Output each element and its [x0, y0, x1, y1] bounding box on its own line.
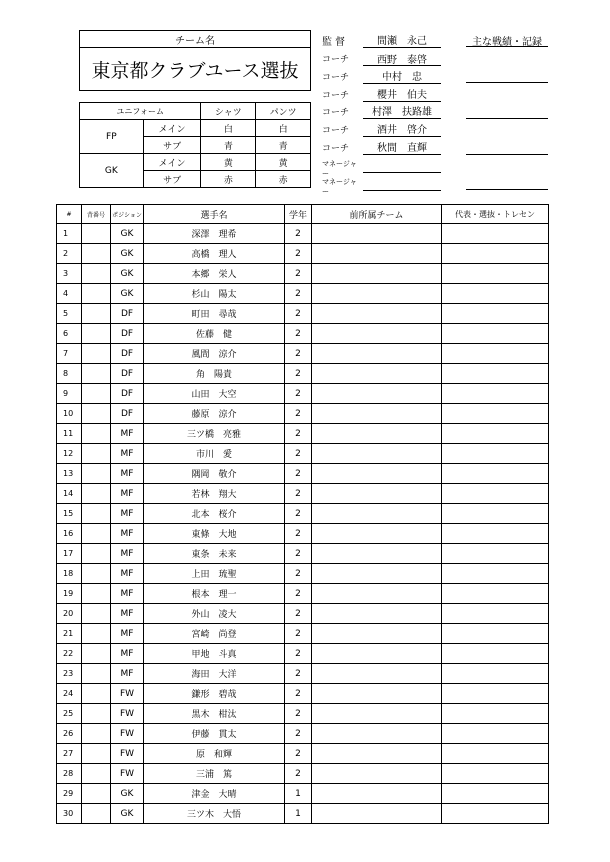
grade: 2 — [285, 704, 312, 724]
player-name: 隅岡 敬介 — [144, 464, 285, 484]
representative — [442, 484, 549, 504]
player-index: 9 — [57, 384, 82, 404]
previous-team — [312, 604, 442, 624]
shirt-number — [82, 304, 111, 324]
player-index: 10 — [57, 404, 82, 424]
roster-header-row — [57, 205, 549, 224]
representative — [442, 604, 549, 624]
representative — [442, 344, 549, 364]
col-position: ポジション — [111, 205, 144, 224]
representative — [442, 444, 549, 464]
table-row — [57, 644, 549, 664]
uniform-group-gk: GK — [80, 154, 144, 188]
player-name: 町田 尋哉 — [144, 304, 285, 324]
col-shirt-number: 背番号 — [82, 205, 111, 224]
uniform-table — [79, 102, 311, 188]
table-row — [57, 344, 549, 364]
table-row — [57, 384, 549, 404]
player-name: 根本 理一 — [144, 584, 285, 604]
shirt-color: 白 — [201, 120, 256, 137]
table-row — [57, 364, 549, 384]
shirt-number — [82, 584, 111, 604]
shirt-number — [82, 384, 111, 404]
grade: 2 — [285, 484, 312, 504]
previous-team — [312, 344, 442, 364]
representative — [442, 784, 549, 804]
table-row — [57, 484, 549, 504]
grade: 2 — [285, 444, 312, 464]
position: GK — [111, 244, 144, 264]
player-name: 三浦 篤 — [144, 764, 285, 784]
position: DF — [111, 364, 144, 384]
player-name: 市川 愛 — [144, 444, 285, 464]
player-index: 20 — [57, 604, 82, 624]
position: FW — [111, 764, 144, 784]
shirt-number — [82, 604, 111, 624]
shirt-number — [82, 524, 111, 544]
pants-color: 青 — [256, 137, 311, 154]
roster-body — [57, 224, 549, 824]
player-index: 25 — [57, 704, 82, 724]
player-index: 19 — [57, 584, 82, 604]
position: GK — [111, 784, 144, 804]
table-row — [57, 604, 549, 624]
shirt-number — [82, 564, 111, 584]
player-name: 海田 大洋 — [144, 664, 285, 684]
grade: 2 — [285, 404, 312, 424]
shirt-number — [82, 264, 111, 284]
representative — [442, 624, 549, 644]
player-name: 黒木 柑汰 — [144, 704, 285, 724]
previous-team — [312, 444, 442, 464]
pants-color: 白 — [256, 120, 311, 137]
position: MF — [111, 664, 144, 684]
player-name: 山田 大空 — [144, 384, 285, 404]
team-name: 東京都クラブユース選抜 — [80, 48, 311, 91]
shirt-number — [82, 484, 111, 504]
representative — [442, 704, 549, 724]
position: DF — [111, 404, 144, 424]
grade: 1 — [285, 804, 312, 824]
table-row — [57, 664, 549, 684]
representative — [442, 684, 549, 704]
grade: 2 — [285, 664, 312, 684]
uniform-type: サブ — [143, 137, 201, 154]
representative — [442, 264, 549, 284]
player-index: 14 — [57, 484, 82, 504]
team-name-box — [79, 30, 311, 91]
grade: 2 — [285, 684, 312, 704]
previous-team — [312, 744, 442, 764]
position: MF — [111, 464, 144, 484]
previous-team — [312, 624, 442, 644]
representative — [442, 744, 549, 764]
player-name: 深澤 理希 — [144, 224, 285, 244]
shirt-number — [82, 344, 111, 364]
representative — [442, 504, 549, 524]
staff-role: コーチ — [322, 73, 350, 83]
uniform-group-fp: FP — [80, 120, 144, 154]
player-index: 26 — [57, 724, 82, 744]
record-label: 主な戦績・記録 — [472, 37, 542, 48]
shirt-header: シャツ — [201, 103, 256, 120]
player-index: 4 — [57, 284, 82, 304]
table-row — [57, 244, 549, 264]
record-line — [466, 82, 548, 83]
position: GK — [111, 264, 144, 284]
staff-role: コーチ — [322, 55, 350, 65]
shirt-number — [82, 544, 111, 564]
position: MF — [111, 524, 144, 544]
position: GK — [111, 224, 144, 244]
representative — [442, 404, 549, 424]
staff-role: コーチ — [322, 144, 350, 154]
player-name: 伊藤 貫太 — [144, 724, 285, 744]
position: DF — [111, 324, 144, 344]
representative — [442, 544, 549, 564]
shirt-color: 黄 — [201, 154, 256, 171]
representative — [442, 244, 549, 264]
previous-team — [312, 524, 442, 544]
team-name-label: チーム名 — [80, 31, 311, 48]
player-name: 津金 大晴 — [144, 784, 285, 804]
previous-team — [312, 504, 442, 524]
grade: 2 — [285, 764, 312, 784]
grade: 2 — [285, 224, 312, 244]
grade: 2 — [285, 464, 312, 484]
uniform-header: ユニフォーム — [80, 103, 201, 120]
representative — [442, 564, 549, 584]
player-index: 17 — [57, 544, 82, 564]
table-row — [57, 424, 549, 444]
position: FW — [111, 684, 144, 704]
position: DF — [111, 344, 144, 364]
player-name: 宮崎 尚登 — [144, 624, 285, 644]
player-index: 18 — [57, 564, 82, 584]
position: MF — [111, 624, 144, 644]
previous-team — [312, 544, 442, 564]
table-row — [57, 804, 549, 824]
staff-role: コーチ — [322, 126, 350, 136]
table-row — [57, 464, 549, 484]
staff-name: 酒井 啓介 — [363, 121, 441, 137]
col-player-name: 選手名 — [144, 205, 285, 224]
previous-team — [312, 764, 442, 784]
grade: 2 — [285, 284, 312, 304]
previous-team — [312, 224, 442, 244]
player-index: 22 — [57, 644, 82, 664]
table-row — [57, 744, 549, 764]
staff-name: 村澤 扶路雄 — [363, 103, 441, 119]
staff-role-manager: 監督 — [322, 37, 348, 48]
grade: 2 — [285, 504, 312, 524]
table-row — [57, 584, 549, 604]
player-name: 鎌形 碧哉 — [144, 684, 285, 704]
representative — [442, 364, 549, 384]
player-name: 外山 凌大 — [144, 604, 285, 624]
staff-name: 間瀬 永己 — [363, 32, 441, 48]
position: MF — [111, 644, 144, 664]
position: MF — [111, 424, 144, 444]
staff-role: コーチ — [322, 108, 350, 118]
table-row — [57, 704, 549, 724]
previous-team — [312, 664, 442, 684]
player-index: 2 — [57, 244, 82, 264]
table-row — [57, 564, 549, 584]
previous-team — [312, 324, 442, 344]
previous-team — [312, 424, 442, 444]
player-index: 6 — [57, 324, 82, 344]
player-name: 東條 大地 — [144, 524, 285, 544]
table-row — [57, 504, 549, 524]
player-name: 杉山 陽太 — [144, 284, 285, 304]
representative — [442, 664, 549, 684]
position: FW — [111, 744, 144, 764]
col-index: # — [57, 205, 82, 224]
table-row — [57, 624, 549, 644]
representative — [442, 284, 549, 304]
table-row — [57, 764, 549, 784]
previous-team — [312, 724, 442, 744]
position: DF — [111, 304, 144, 324]
grade: 2 — [285, 604, 312, 624]
position: MF — [111, 584, 144, 604]
position: MF — [111, 504, 144, 524]
representative — [442, 304, 549, 324]
grade: 2 — [285, 624, 312, 644]
position: DF — [111, 384, 144, 404]
previous-team — [312, 264, 442, 284]
player-name: 本郷 栄人 — [144, 264, 285, 284]
player-name: 高橋 理人 — [144, 244, 285, 264]
representative — [442, 424, 549, 444]
grade: 2 — [285, 744, 312, 764]
staff-role: マネージャー — [322, 178, 357, 196]
previous-team — [312, 384, 442, 404]
col-representative: 代表・選抜・トレセン — [442, 205, 549, 224]
player-index: 21 — [57, 624, 82, 644]
player-name: 角 陽貴 — [144, 364, 285, 384]
grade: 2 — [285, 364, 312, 384]
grade: 2 — [285, 644, 312, 664]
record-line — [466, 154, 548, 155]
position: FW — [111, 704, 144, 724]
grade: 2 — [285, 244, 312, 264]
representative — [442, 464, 549, 484]
shirt-number — [82, 224, 111, 244]
record-line — [466, 118, 548, 119]
player-name: 北本 桜介 — [144, 504, 285, 524]
table-row — [57, 444, 549, 464]
previous-team — [312, 584, 442, 604]
player-name: 風間 涼介 — [144, 344, 285, 364]
player-index: 16 — [57, 524, 82, 544]
table-row — [57, 404, 549, 424]
uniform-type: メイン — [143, 154, 201, 171]
staff-name: 西野 泰啓 — [363, 51, 441, 66]
representative — [442, 644, 549, 664]
staff-role: マネージャー — [322, 160, 357, 178]
player-name: 若林 翔大 — [144, 484, 285, 504]
table-row — [57, 724, 549, 744]
grade: 2 — [285, 384, 312, 404]
shirt-number — [82, 424, 111, 444]
player-index: 30 — [57, 804, 82, 824]
grade: 1 — [285, 784, 312, 804]
table-row — [57, 264, 549, 284]
table-row — [57, 224, 549, 244]
previous-team — [312, 404, 442, 424]
previous-team — [312, 804, 442, 824]
player-index: 11 — [57, 424, 82, 444]
grade: 2 — [285, 304, 312, 324]
pants-header: パンツ — [256, 103, 311, 120]
player-name: 原 和輝 — [144, 744, 285, 764]
previous-team — [312, 484, 442, 504]
position: GK — [111, 284, 144, 304]
shirt-number — [82, 244, 111, 264]
position: MF — [111, 544, 144, 564]
shirt-number — [82, 644, 111, 664]
player-index: 13 — [57, 464, 82, 484]
representative — [442, 324, 549, 344]
uniform-type: メイン — [143, 120, 201, 137]
shirt-number — [82, 744, 111, 764]
representative — [442, 724, 549, 744]
grade: 2 — [285, 724, 312, 744]
previous-team — [312, 784, 442, 804]
col-grade: 学年 — [285, 205, 312, 224]
grade: 2 — [285, 324, 312, 344]
player-index: 8 — [57, 364, 82, 384]
representative — [442, 524, 549, 544]
staff-role: コーチ — [322, 91, 350, 101]
position: MF — [111, 564, 144, 584]
player-name: 三ツ木 大悟 — [144, 804, 285, 824]
table-row — [57, 284, 549, 304]
grade: 2 — [285, 584, 312, 604]
grade: 2 — [285, 344, 312, 364]
player-name: 甲地 斗真 — [144, 644, 285, 664]
staff-name: 秋間 直輝 — [363, 139, 441, 155]
table-row — [57, 784, 549, 804]
record-line — [466, 46, 548, 47]
representative — [442, 764, 549, 784]
player-name: 上田 琉聖 — [144, 564, 285, 584]
player-index: 15 — [57, 504, 82, 524]
previous-team — [312, 244, 442, 264]
shirt-number — [82, 284, 111, 304]
player-index: 24 — [57, 684, 82, 704]
previous-team — [312, 704, 442, 724]
position: FW — [111, 724, 144, 744]
shirt-number — [82, 444, 111, 464]
previous-team — [312, 464, 442, 484]
previous-team — [312, 684, 442, 704]
table-row — [57, 304, 549, 324]
shirt-number — [82, 364, 111, 384]
record-line — [466, 189, 548, 190]
representative — [442, 804, 549, 824]
position: MF — [111, 484, 144, 504]
shirt-number — [82, 724, 111, 744]
shirt-number — [82, 404, 111, 424]
uniform-type: サブ — [143, 171, 201, 188]
shirt-color: 青 — [201, 137, 256, 154]
player-name: 藤原 涼介 — [144, 404, 285, 424]
previous-team — [312, 284, 442, 304]
shirt-color: 赤 — [201, 171, 256, 188]
previous-team — [312, 564, 442, 584]
previous-team — [312, 304, 442, 324]
player-name: 佐藤 健 — [144, 324, 285, 344]
table-row — [57, 544, 549, 564]
representative — [442, 584, 549, 604]
position: GK — [111, 804, 144, 824]
grade: 2 — [285, 544, 312, 564]
shirt-number — [82, 784, 111, 804]
staff-name: 櫻井 伯夫 — [363, 86, 441, 102]
player-index: 1 — [57, 224, 82, 244]
player-index: 28 — [57, 764, 82, 784]
shirt-number — [82, 464, 111, 484]
roster-table — [56, 204, 549, 824]
shirt-number — [82, 664, 111, 684]
shirt-number — [82, 684, 111, 704]
player-index: 29 — [57, 784, 82, 804]
table-row — [57, 324, 549, 344]
representative — [442, 224, 549, 244]
player-name: 三ツ橋 亮雅 — [144, 424, 285, 444]
staff-name — [363, 175, 441, 191]
previous-team — [312, 644, 442, 664]
pants-color: 赤 — [256, 171, 311, 188]
pants-color: 黄 — [256, 154, 311, 171]
player-index: 27 — [57, 744, 82, 764]
shirt-number — [82, 624, 111, 644]
representative — [442, 384, 549, 404]
grade: 2 — [285, 524, 312, 544]
previous-team — [312, 364, 442, 384]
staff-name — [363, 157, 441, 173]
staff-name: 中村 忠 — [363, 68, 441, 84]
shirt-number — [82, 764, 111, 784]
player-name: 東条 未来 — [144, 544, 285, 564]
player-index: 7 — [57, 344, 82, 364]
player-index: 12 — [57, 444, 82, 464]
position: MF — [111, 444, 144, 464]
table-row — [57, 524, 549, 544]
position: MF — [111, 604, 144, 624]
grade: 2 — [285, 264, 312, 284]
player-index: 3 — [57, 264, 82, 284]
shirt-number — [82, 704, 111, 724]
table-row — [57, 684, 549, 704]
player-index: 5 — [57, 304, 82, 324]
grade: 2 — [285, 564, 312, 584]
grade: 2 — [285, 424, 312, 444]
col-previous-team: 前所属チーム — [312, 205, 442, 224]
shirt-number — [82, 504, 111, 524]
shirt-number — [82, 804, 111, 824]
player-index: 23 — [57, 664, 82, 684]
shirt-number — [82, 324, 111, 344]
